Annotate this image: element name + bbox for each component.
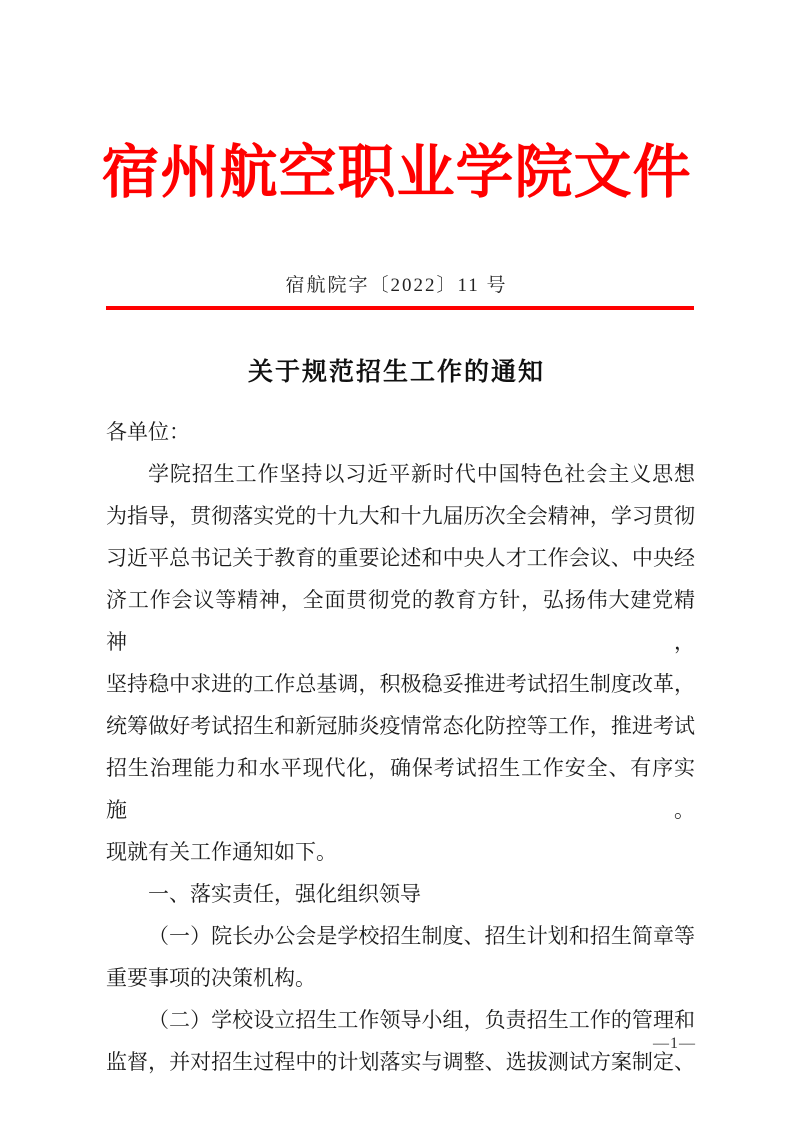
page-number: —1— xyxy=(653,1035,696,1052)
section-heading: 一、落实责任，强化组织领导 xyxy=(148,882,421,906)
notice-title: 关于规范招生工作的通知 xyxy=(247,359,545,386)
body-line: 统筹做好考试招生和新冠肺炎疫情常态化防控等工作，推进考试 xyxy=(106,714,695,738)
body-line: 习近平总书记关于教育的重要论述和中央人才工作会议、中央经 xyxy=(106,546,695,570)
body-line: 监督，并对招生过程中的计划落实与调整、选拔测试方案制定、 xyxy=(106,1050,695,1074)
red-divider-line xyxy=(106,306,694,310)
document-header-title: 宿州航空职业学院文件 xyxy=(101,140,692,205)
doc-number: 宿航院字〔2022〕11 号 xyxy=(285,275,508,296)
body-line: 济工作会议等精神，全面贯彻党的教育方针，弘扬伟大建党精神， xyxy=(106,588,695,654)
body-line: 坚持稳中求进的工作总基调，积极稳妥推进考试招生制度改革， xyxy=(106,672,695,696)
body-line: 招生治理能力和水平现代化，确保考试招生工作安全、有序实施。 xyxy=(106,756,695,822)
body-line: （一）院长办公会是学校招生制度、招生计划和招生简章等 xyxy=(148,924,695,948)
body-line: 学院招生工作坚持以习近平新时代中国特色社会主义思想 xyxy=(148,462,695,486)
document-body xyxy=(106,411,695,1083)
body-line: （二）学校设立招生工作领导小组，负责招生工作的管理和 xyxy=(148,1008,695,1032)
body-line: 现就有关工作通知如下。 xyxy=(106,840,337,864)
salutation: 各单位： xyxy=(106,420,190,444)
body-line: 重要事项的决策机构。 xyxy=(106,966,316,990)
body-line: 为指导，贯彻落实党的十九大和十九届历次全会精神，学习贯彻 xyxy=(106,504,695,528)
